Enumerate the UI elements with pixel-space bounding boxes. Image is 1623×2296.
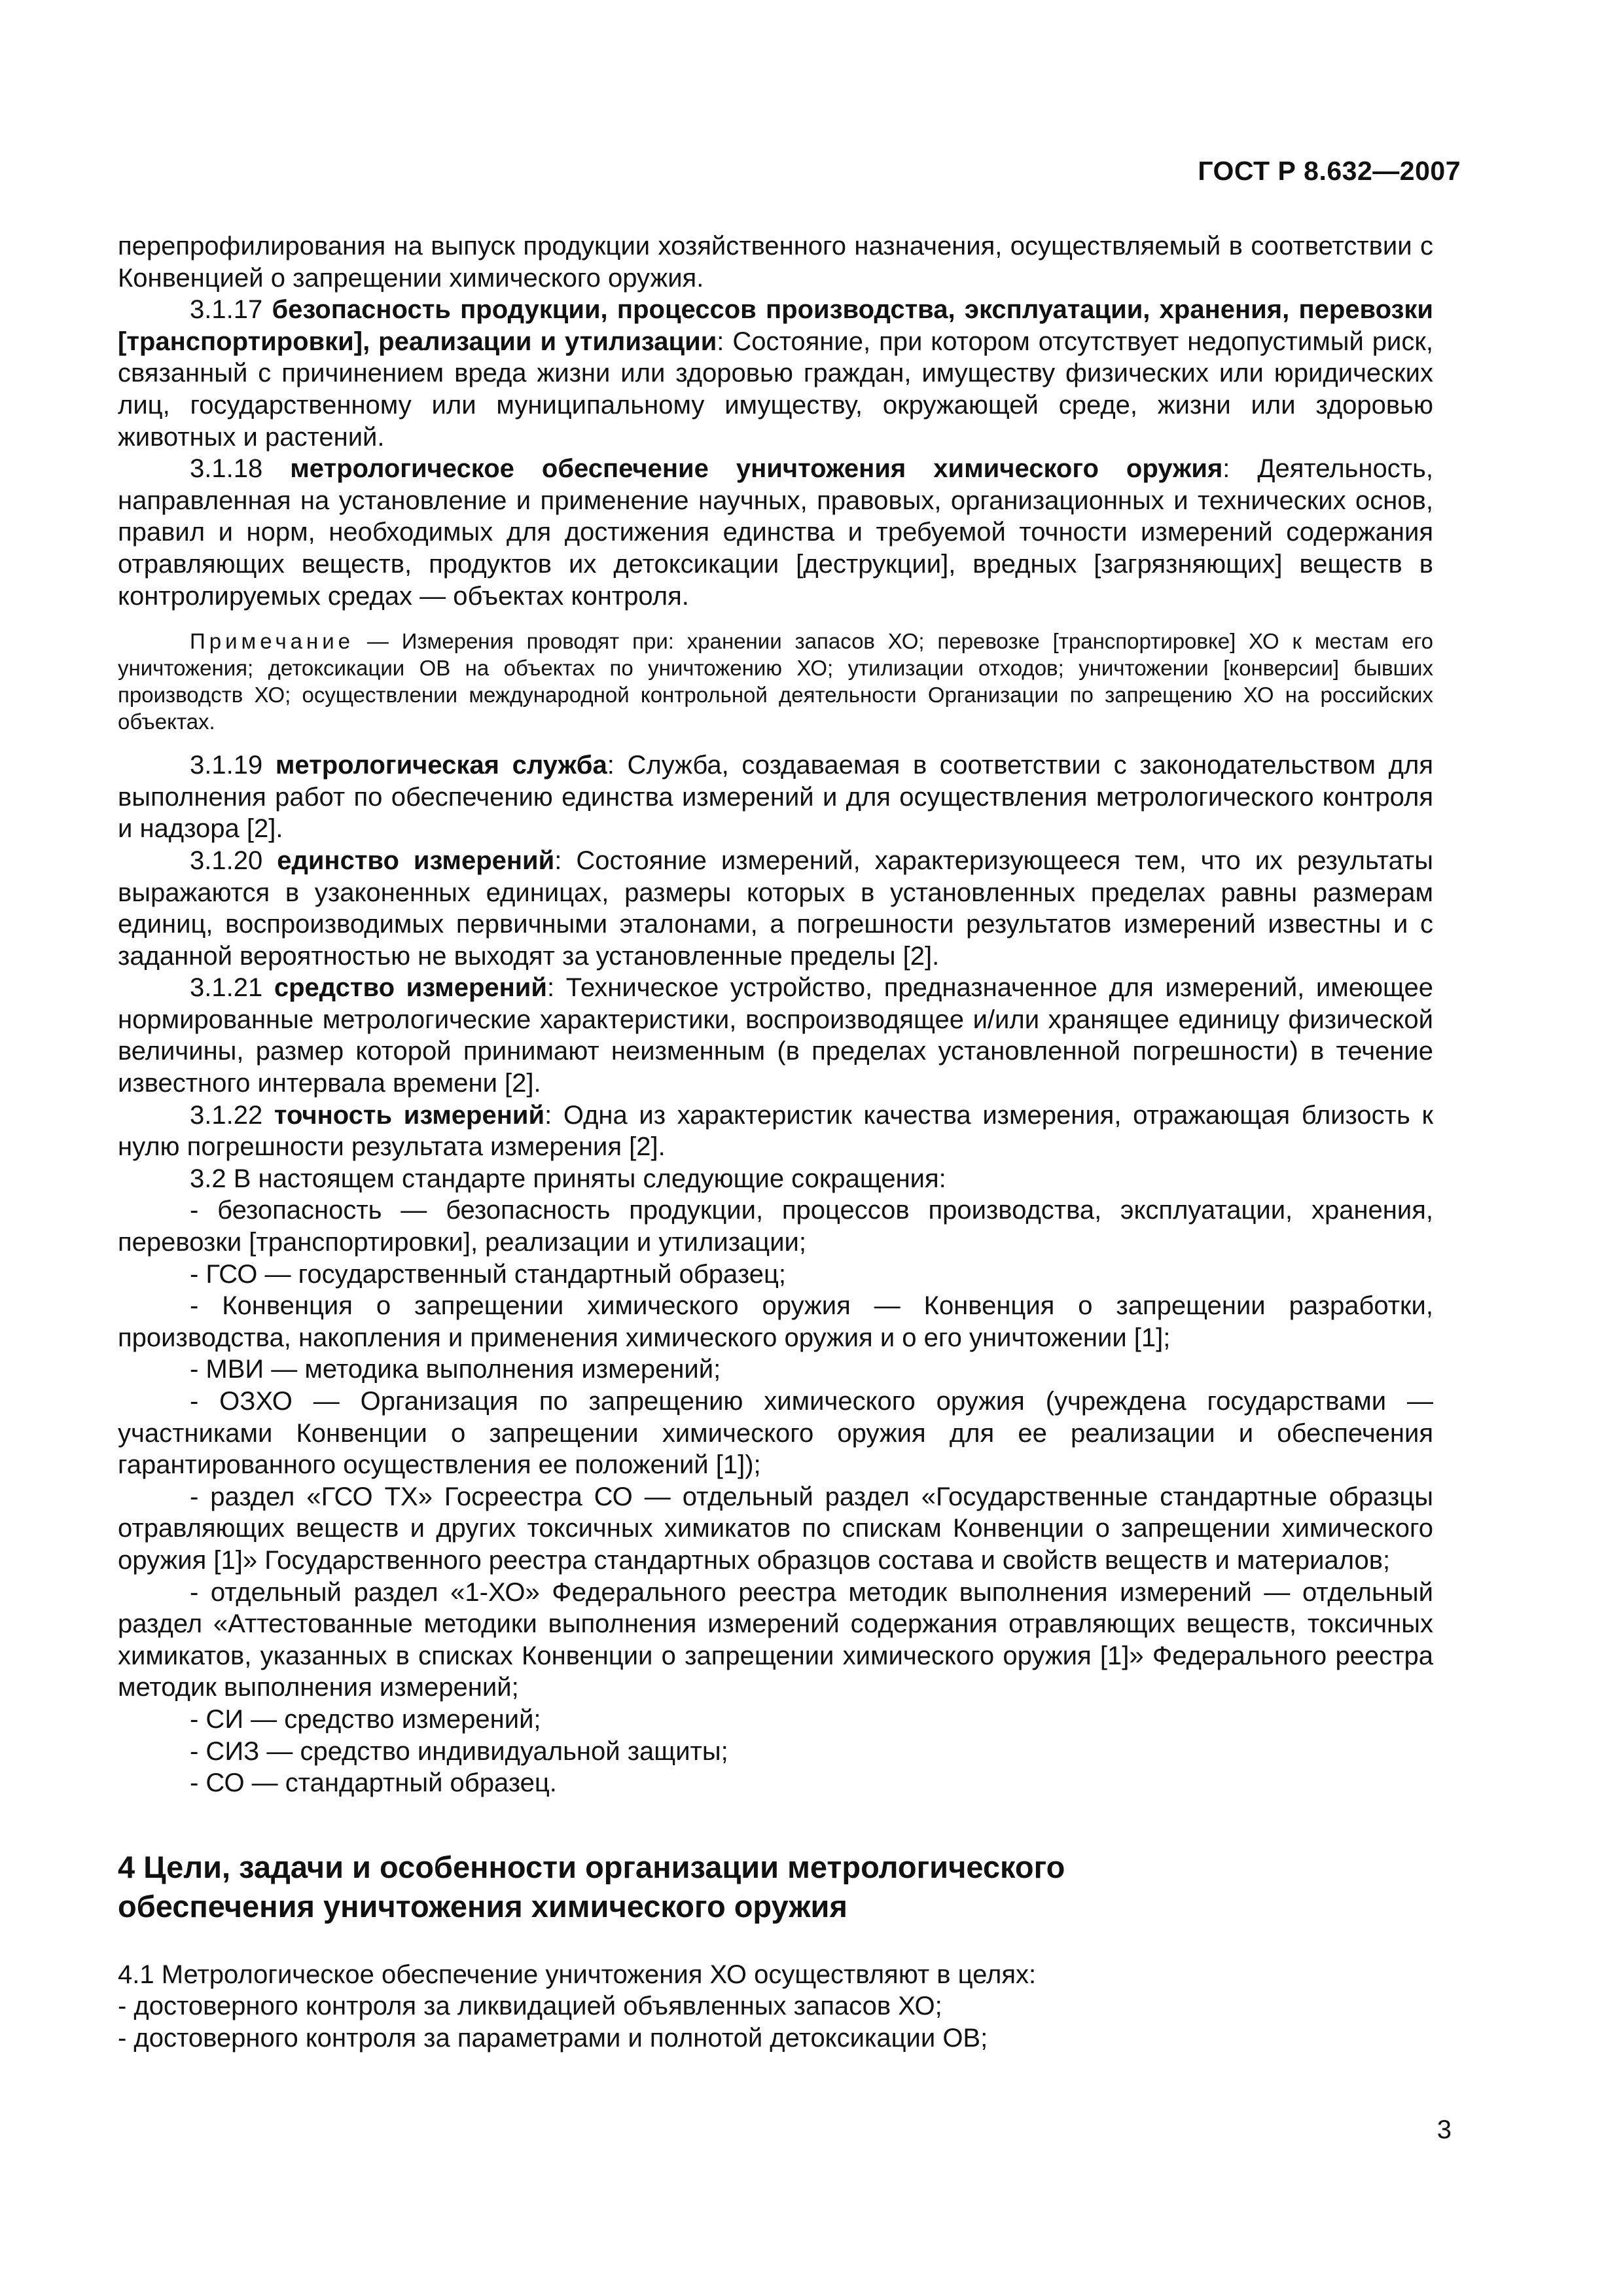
section-4-item: - достоверного контроля за параметрами и полнотой детоксикации ОВ; <box>118 2023 988 2053</box>
definition-3-1-22 <box>118 1100 1433 1163</box>
abbreviation-item: - раздел «ГСО ТХ» Госреестра СО — отдельный раздел «Государственные стандартные образцы отравляющих веществ и других токсичных химикатов по спискам Конвенции о запрещении химического оружия [1]» Государственного реестра стандартных образцов состава и свойств веществ и материалов; <box>118 1482 1433 1575</box>
section-4-heading <box>118 1848 1433 1926</box>
section-4-body <box>118 1959 1433 2054</box>
definition-term: метрологическое обеспечение уничтожения химического оружия <box>290 454 1223 484</box>
definition-number: 3.1.21 <box>190 973 263 1003</box>
definition-term: точность измерений <box>274 1100 545 1130</box>
definition-term: метрологическая служба <box>275 751 607 780</box>
note-text: — Измерения проводят при: хранении запасов ХО; перевозке [транспортировке] ХО к местам его уничтожения; детоксикации ОВ на объектах по уничтожению ХО; утилизации отходов; уничтожении [конверсии] бывших производств ХО; осуществлении международной контрольной деятельности Организации по запрещению ХО на российских объектах. <box>118 629 1433 734</box>
document-body <box>118 230 1433 2054</box>
definition-3-1-18 <box>118 453 1433 612</box>
definition-3-1-21 <box>118 972 1433 1099</box>
definition-term: единство измерений <box>277 846 555 875</box>
definition-term: безопасность продукции, процессов производства, эксплуатации, хранения, перевозки [транспортировки], реализации и утилизации <box>118 295 1433 356</box>
definition-number: 3.1.18 <box>190 454 263 484</box>
abbreviation-item: - СИЗ — средство индивидуальной защиты; <box>190 1736 728 1766</box>
section-4-item: - достоверного контроля за ликвидацией объявленных запасов ХО; <box>118 1992 942 2021</box>
document-code: ГОСТ Р 8.632—2007 <box>1198 156 1461 186</box>
abbreviation-item: - МВИ — методика выполнения измерений; <box>190 1355 721 1384</box>
abbreviation-item: - Конвенция о запрещении химического оружия — Конвенция о запрещении разработки, производства, накопления и применения химического оружия и о его уничтожении [1]; <box>118 1291 1433 1352</box>
definition-3-1-17 <box>118 294 1433 453</box>
abbreviation-item: - СИ — средство измерений; <box>190 1704 541 1734</box>
abbreviation-item: - ОЗХО — Организация по запрещению химического оружия (учреждена государствами — участниками Конвенции о запрещении химического оружия для ее реализации и обеспечения гарантированного осуществления ее положений [1]); <box>118 1387 1433 1480</box>
definition-text: : Состояние измерений, характеризующееся тем, что их результаты выражаются в узаконенных единицах, размеры которых в установленных пределах равны размерам единиц, воспроизводимых первичными эталонами, а погрешности результатов измерений известны и с заданной вероятностью не выходят за установленные пределы [2]. <box>118 846 1434 971</box>
definition-3-1-19 <box>118 749 1433 845</box>
abbreviation-item: - безопасность — безопасность продукции, процессов производства, эксплуатации, хранения, перевозки [транспортировки], реализации и утилизации; <box>118 1196 1433 1257</box>
definition-text: : Деятельность, направленная на установление и применение научных, правовых, организационных и технических основ, правил и норм, необходимых для достижения единства и требуемой точности измерений содержания отравляющих веществ, продуктов их детоксикации [деструкции], вредных [загрязняющих] веществ в контролируемых средах — объектах контроля. <box>118 454 1433 611</box>
intro-paragraph: перепрофилирования на выпуск продукции хозяйственного назначения, осуществляемый в соответствии с Конвенцией о запрещении химического оружия. <box>118 232 1433 293</box>
definition-text: : Состояние, при котором отсутствует недопустимый риск, связанный с причинением вреда жизни или здоровью граждан, имуществу физических или юридических лиц, государственному или муниципальному имуществу, окружающей среде, жизни или здоровью животных и растений. <box>118 327 1433 452</box>
definition-3-1-20 <box>118 845 1433 972</box>
section-heading-line: 4 Цели, задачи и особенности организации метрологического <box>118 1849 1065 1884</box>
definition-number: 3.1.17 <box>190 295 263 325</box>
definition-text: : Одна из характеристик качества измерения, отражающая близость к нулю погрешности результата измерения [2]. <box>118 1100 1433 1162</box>
abbreviation-item: - ГСО — государственный стандартный образец; <box>190 1259 786 1289</box>
definition-term: средство измерений <box>274 973 547 1003</box>
definition-text: : Служба, создаваемая в соответствии с законодательством для выполнения работ по обеспечению единства измерений и для осуществления метрологического контроля и надзора [2]. <box>118 751 1433 844</box>
page-number: 3 <box>1436 2115 1452 2144</box>
abbreviations-intro: 3.2 В настоящем стандарте приняты следующие сокращения: <box>190 1164 946 1193</box>
note-label: Примечание <box>190 629 355 654</box>
definition-number: 3.1.22 <box>190 1100 263 1130</box>
definition-number: 3.1.20 <box>190 846 263 875</box>
note-paragraph <box>118 628 1433 735</box>
definition-number: 3.1.19 <box>190 751 263 780</box>
abbreviation-item: - СО — стандартный образец. <box>190 1768 557 1798</box>
section-heading-line: обеспечения уничтожения химического оружия <box>118 1888 847 1924</box>
section-4-lead: 4.1 Метрологическое обеспечение уничтожения ХО осуществляют в целях: <box>118 1960 1037 1989</box>
abbreviation-item: - отдельный раздел «1-ХО» Федерального реестра методик выполнения измерений — отдельный раздел «Аттестованные методики выполнения измерений содержания отравляющих веществ, токсичных химикатов, указанных в списках Конвенции о запрещении химического оружия [1]» Федерального реестра методик выполнения измерений; <box>118 1577 1433 1702</box>
definition-text: : Техническое устройство, предназначенное для измерений, имеющее нормированные метрологические характеристики, воспроизводящее и/или хранящее единицу физической величины, размер которой принимают неизменным (в пределах установленной погрешности) в течение известного интервала времени [2]. <box>118 973 1433 1098</box>
